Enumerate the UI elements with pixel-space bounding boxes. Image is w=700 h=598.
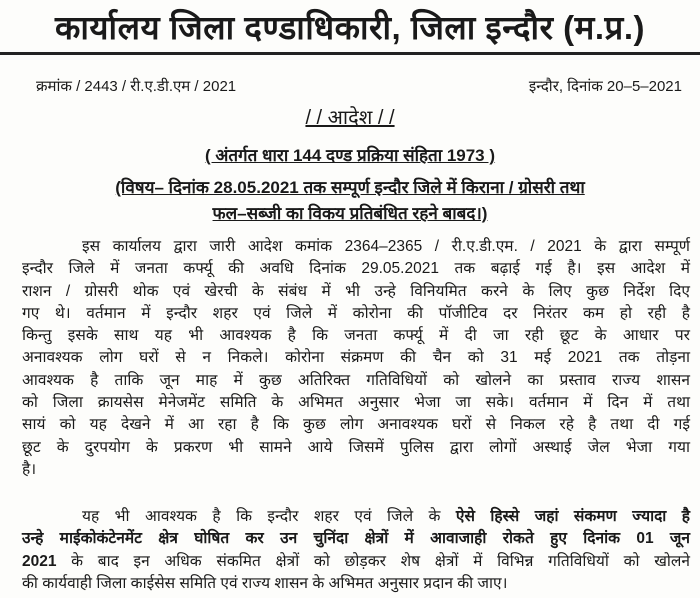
order-heading-text: / / आदेश / / [305, 107, 395, 129]
section-text: ( अंतर्गत धारा 144 दण्ड प्रक्रिया संहिता 1973 ) [204, 146, 496, 165]
section-reference [0, 143, 700, 166]
paragraph-line: को जिला क्रायसेस मेनेजमेंट समिति के अभिमत अनुसार भेजा जा सके। वर्तमान में दिन में तथा [22, 394, 690, 412]
paragraph-1 [22, 236, 690, 481]
text-bold: 2021 [22, 552, 57, 570]
text-bold: ऐसे हिस्से जहां संकमण ज्यादा है [455, 508, 690, 525]
office-title: कार्यालय जिला दण्डाधिकारी, जिला इन्दौर (म.प्र.) [55, 9, 645, 46]
paragraph-line: इन्दौर जिले में जनता कर्फ्यू की अवधि दिनांक 29.05.2021 तक बढ़ाई गई है। इस आदेश में [22, 260, 690, 278]
paragraph-line: अनावश्यक लोग घरों से न निकले। कोरोना संक्रमण की चैन को 31 मई 2021 तक तोड़ना [22, 349, 690, 367]
paragraph-line [22, 506, 690, 528]
subject-line: फल–सब्जी का विकय प्रतिबंधित रहने बाबद।) [212, 204, 488, 223]
paragraph-line: गए थे। वर्तमान में इन्दौर शहर एवं जिले में कोरोना की पॉजीटिव दर निरंतर कम हो रही है [22, 304, 690, 322]
place-date: इन्दौर, दिनांक 20–5–2021 [528, 78, 682, 95]
subject-line: (विषय– दिनांक 28.05.2021 तक सम्पूर्ण इन्दौर जिले में किराना / ग्रोसरी तथा [115, 178, 585, 197]
paragraph-line: छूट के दुरपयोग के प्रकरण भी सामने आये जिसमें पुलिस द्वारा लोगों अस्थाई जेल भेजा गया [22, 438, 690, 456]
paragraph-line: राशन / ग्रोसरी थोक एवं खेरची के संबंध में भी उन्हे विनियमित करने के लिए कुछ निर्देश दिए [22, 282, 690, 300]
paragraph-line: सायं को यह देखने में आ रहा है कि कुछ लोग अनावश्यक घरों से निकल रहे है तथा दी गई [22, 416, 690, 434]
subject [0, 175, 700, 227]
paragraph-line [22, 528, 690, 550]
text-normal: यह भी आवश्यक है कि इन्दौर शहर एवं जिले के [82, 508, 456, 525]
text-normal: की कार्यवाही जिला काईसेस समिति एवं राज्य शासन के अभिमत अनुसार प्रदान की जाए। [22, 574, 508, 592]
paragraph-line [22, 551, 690, 573]
text-bold: उन्हे माईकोकंटेनमेंट क्षेत्र घोषित कर उन चुनिंदा क्षेत्रों में आवाजाही रोकते हुए दिनांक 01 जून [22, 530, 690, 548]
text-normal: के बाद इन अधिक संकमित क्षेत्रों को छोड़कर शेष क्षेत्रों में विभिन्न गतिविधियों को खोलने [56, 552, 690, 570]
paragraph-line: किन्तु इसके साथ यह भी आवश्यक है कि जनता कर्फ्यू में दी जा रही छूट के आधार पर [22, 327, 690, 345]
reference-number: क्रमांक / 2443 / री.ए.डी.एम / 2021 [36, 78, 237, 95]
header-divider [0, 52, 700, 55]
order-heading [0, 103, 700, 130]
paragraph-2 [22, 506, 690, 595]
paragraph-line: है। [22, 460, 37, 478]
paragraph-line: इस कार्यालय द्वारा जारी आदेश कमांक 2364–2365 / री.ए.डी.एम. / 2021 के द्वारा सम्पूर्ण [82, 238, 690, 255]
paragraph-line [22, 573, 690, 595]
paragraph-line: आवश्यक है ताकि जून माह में कुछ अतिरिक्त गतिविधियों को खोलने का प्रस्ताव राज्य शासन [22, 371, 690, 389]
